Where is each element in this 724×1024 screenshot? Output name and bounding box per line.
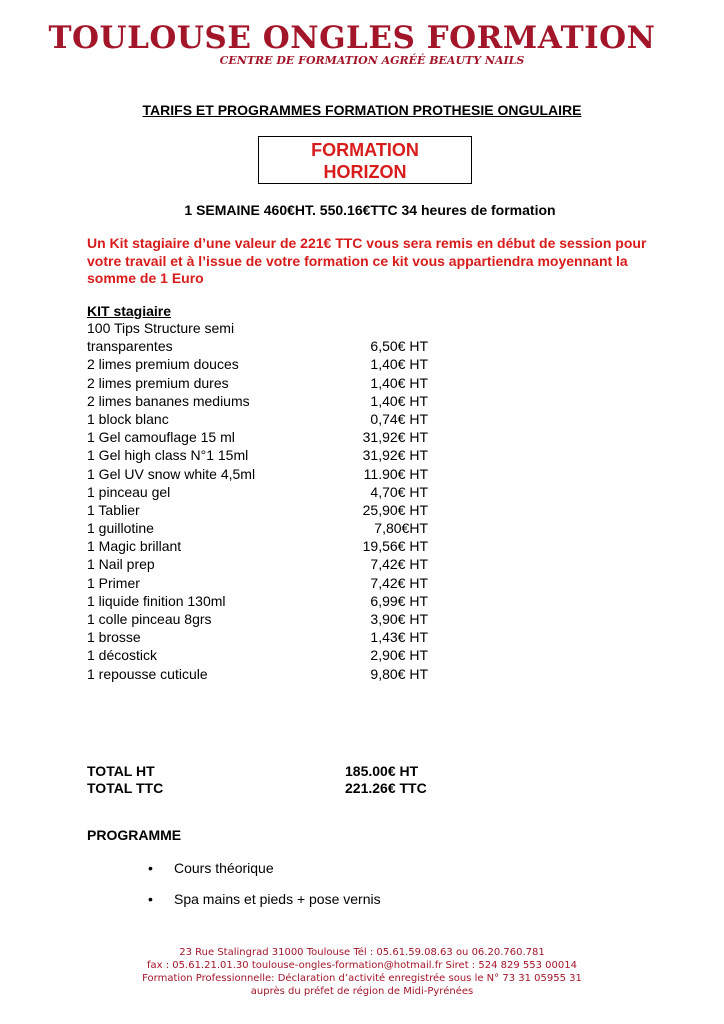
- kit-item-row: [87, 628, 432, 646]
- kit-item-name: 1 guillotine: [87, 520, 154, 537]
- kit-item-price: 1,43€ HT: [370, 629, 428, 646]
- kit-item-row: [87, 501, 432, 519]
- programme-item-label: Cours théorique: [174, 860, 274, 876]
- kit-item-name: 1 block blanc: [87, 410, 169, 427]
- programme-item: [148, 890, 381, 921]
- formation-title-box: [258, 136, 472, 184]
- kit-item-price: 3,90€ HT: [370, 611, 428, 627]
- kit-item-name: 1 Magic brillant: [87, 538, 182, 555]
- brand-title: TOULOUSE ONGLES FORMATION: [48, 20, 656, 56]
- kit-item-name: 1 Gel UV snow white 4,5ml: [87, 465, 256, 482]
- bullet-icon: •: [148, 860, 153, 876]
- programme-item-label: Spa mains et pieds + pose vernis: [174, 891, 381, 907]
- kit-item-row: [87, 646, 432, 664]
- kit-item-price: 7,80€HT: [374, 520, 428, 537]
- kit-list: [87, 319, 432, 683]
- kit-item-row: [87, 446, 432, 464]
- kit-item-row: [87, 574, 432, 592]
- kit-item-row: [87, 610, 432, 628]
- kit-item-price: 19,56€ HT: [362, 538, 428, 555]
- kit-item-row: [87, 555, 432, 573]
- kit-item-row: [87, 392, 432, 410]
- kit-item-price: 7,42€ HT: [370, 574, 428, 591]
- kit-item-name: 1 Gel high class N°1 15ml: [87, 447, 249, 464]
- kit-item-price: 1,40€ HT: [370, 356, 428, 373]
- programme-item: [148, 859, 381, 890]
- kit-item-row: [87, 483, 432, 501]
- kit-item-price: 1,40€ HT: [370, 392, 428, 409]
- kit-item-row: [87, 355, 432, 373]
- footer-declaration: Formation Professionnelle: Déclaration d’activité enregistrée sous le N° 73 31 05955 31: [142, 973, 582, 984]
- kit-item-price: 31,92€ HT: [362, 447, 428, 464]
- brand-subtitle: CENTRE DE FORMATION AGRÉÉ BEAUTY NAILS: [219, 54, 525, 67]
- footer: [0, 946, 724, 998]
- total-value: 185.00€ HT: [345, 763, 419, 779]
- kit-item-row: [87, 465, 432, 483]
- kit-item-price: 25,90€ HT: [362, 501, 428, 518]
- kit-item-price: 31,92€ HT: [362, 429, 428, 446]
- kit-item-name: 100 Tips Structure semi transparentes: [87, 320, 235, 355]
- kit-item-name: 1 Tablier: [87, 501, 140, 518]
- kit-item-name: 1 Gel camouflage 15 ml: [87, 429, 235, 446]
- kit-item-row: [87, 374, 432, 392]
- kit-item-name: 2 limes bananes mediums: [87, 392, 250, 409]
- kit-item-row: [87, 537, 432, 555]
- kit-item-name: 1 Nail prep: [87, 556, 155, 573]
- kit-item-row: [87, 410, 432, 428]
- total-value: 221.26€ TTC: [345, 780, 427, 796]
- programme-title: PROGRAMME: [87, 827, 182, 843]
- bullet-icon: •: [148, 891, 153, 907]
- kit-item-name: 1 Primer: [87, 574, 140, 591]
- kit-item-name: 1 brosse: [87, 629, 141, 646]
- kit-item-row: [87, 428, 432, 446]
- kit-item-price: 0,74€ HT: [370, 410, 428, 427]
- programme-list: [148, 859, 381, 921]
- total-row: [87, 763, 432, 780]
- kit-item-row: [87, 592, 432, 610]
- kit-item-name: 1 pinceau gel: [87, 483, 171, 500]
- kit-item-name: 1 décostick: [87, 647, 158, 664]
- total-label: TOTAL HT: [87, 763, 155, 779]
- kit-item-price: 1,40€ HT: [370, 374, 428, 391]
- document-heading: TARIFS ET PROGRAMMES FORMATION PROTHESIE ONGULAIRE: [142, 102, 582, 118]
- kit-item-row: [87, 519, 432, 537]
- formation-title-line1: FORMATION: [311, 140, 419, 160]
- kit-item-price: 11.90€ HT: [363, 465, 428, 482]
- kit-item-price: 6,99€ HT: [370, 592, 428, 609]
- footer-address: 23 Rue Stalingrad 31000 Toulouse Tél : 05.61.59.08.63 ou 06.20.760.781: [179, 947, 545, 958]
- kit-item-row: [87, 319, 432, 355]
- kit-item-price: 9,80€ HT: [370, 665, 428, 682]
- kit-item-name: 1 liquide finition 130ml: [87, 592, 226, 609]
- kit-item-price: 7,42€ HT: [370, 556, 428, 573]
- totals: [87, 763, 432, 797]
- kit-item-name: 2 limes premium dures: [87, 374, 229, 391]
- kit-title: KIT stagiaire: [87, 303, 172, 319]
- kit-item-price: 4,70€ HT: [370, 483, 428, 500]
- kit-item-name: 1 repousse cuticule: [87, 665, 208, 682]
- total-row: [87, 780, 432, 797]
- kit-notice: Un Kit stagiaire d’une valeur de 221€ TTC vous sera remis en début de session pour votre travail et à l’issue de votre formation ce kit vous appartiendra moyennant la somme de 1 Euro: [87, 235, 647, 286]
- footer-prefecture: auprès du préfet de région de Midi-Pyrénées: [250, 986, 474, 997]
- total-label: TOTAL TTC: [87, 780, 164, 796]
- kit-item-row: [87, 665, 432, 683]
- pricing-line: 1 SEMAINE 460€HT. 550.16€TTC 34 heures de formation: [184, 202, 556, 218]
- kit-item-price: 2,90€ HT: [370, 647, 428, 664]
- kit-item-price: 6,50€ HT: [370, 338, 428, 355]
- formation-title-line2: HORIZON: [323, 162, 407, 182]
- footer-contact: fax : 05.61.21.01.30 toulouse-ongles-formation@hotmail.fr Siret : 524 829 553 00014: [147, 960, 577, 971]
- kit-item-name: 2 limes premium douces: [87, 356, 239, 373]
- kit-item-name: 1 colle pinceau 8grs: [87, 611, 212, 628]
